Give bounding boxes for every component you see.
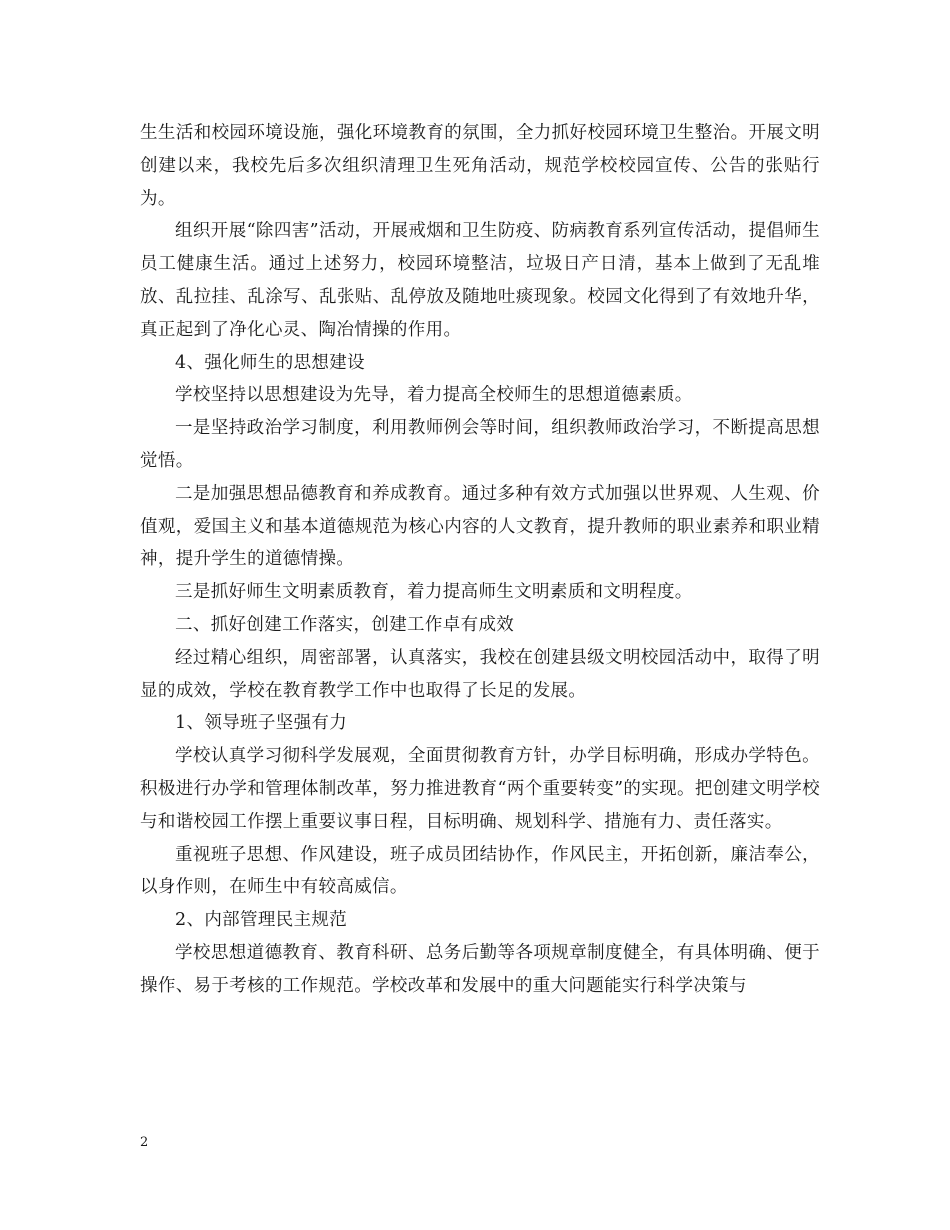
paragraph: 组织开展“除四害”活动，开展戒烟和卫生防疫、防病教育系列宣传活动，提倡师生员工健康生活。通过上述努力，校园环境整洁，垃圾日产日清，基本上做到了无乱堆放、乱拉挂、乱涂写、乱张贴、乱停放及随地吐痰现象。校园文化得到了有效地升华，真正起到了净化心灵、陶冶情操的作用。 <box>140 221 820 340</box>
paragraph: 学校认真学习彻科学发展观，全面贯彻教育方针，办学目标明确，形成办学特色。积极进行办学和管理体制改革，努力推进教育“两个重要转变”的实现。把创建文明学校与和谐校园工作摆上重要议事日程，目标明确、规划科学、措施有力、责任落实。 <box>140 746 820 832</box>
body-text <box>140 117 820 1003</box>
paragraph: 经过精心组织，周密部署，认真落实，我校在创建县级文明校园活动中，取得了明显的成效，学校在教育教学工作中也取得了长足的发展。 <box>140 647 820 701</box>
paragraph: 一是坚持政治学习制度，利用教师例会等时间，组织教师政治学习，不断提高思想觉悟。 <box>140 418 820 471</box>
section-heading: 二、抓好创建工作落实，创建工作卓有成效 <box>175 614 515 635</box>
section-heading: 1、领导班子坚强有力 <box>175 713 348 734</box>
section-heading: 2、内部管理民主规范 <box>175 910 348 931</box>
paragraph: 二是加强思想品德教育和养成教育。通过多种有效方式加强以世界观、人生观、价值观，爱国主义和基本道德规范为核心内容的人文教育，提升教师的职业素养和职业精神，提升学生的道德情操。 <box>140 483 820 570</box>
section-heading: 4、强化师生的思想建设 <box>175 352 365 373</box>
paragraph: 学校坚持以思想建设为先导，着力提高全校师生的思想道德素质。 <box>175 385 693 406</box>
paragraph: 三是抓好师生文明素质教育，着力提高师生文明素质和文明程度。 <box>175 582 693 603</box>
paragraph: 重视班子思想、作风建设，班子成员团结协作，作风民主，开拓创新，廉洁奉公，以身作则，在师生中有较高威信。 <box>140 844 820 898</box>
page-number: 2 <box>140 1135 149 1150</box>
paragraph: 学校思想道德教育、教育科研、总务后勤等各项规章制度健全，有具体明确、便于操作、易于考核的工作规范。学校改革和发展中的重大问题能实行科学决策与 <box>140 942 820 996</box>
paragraph: 生生活和校园环境设施，强化环境教育的氛围，全力抓好校园环境卫生整治。开展文明创建以来，我校先后多次组织清理卫生死角活动，规范学校校园宣传、公告的张贴行为。 <box>140 123 820 209</box>
